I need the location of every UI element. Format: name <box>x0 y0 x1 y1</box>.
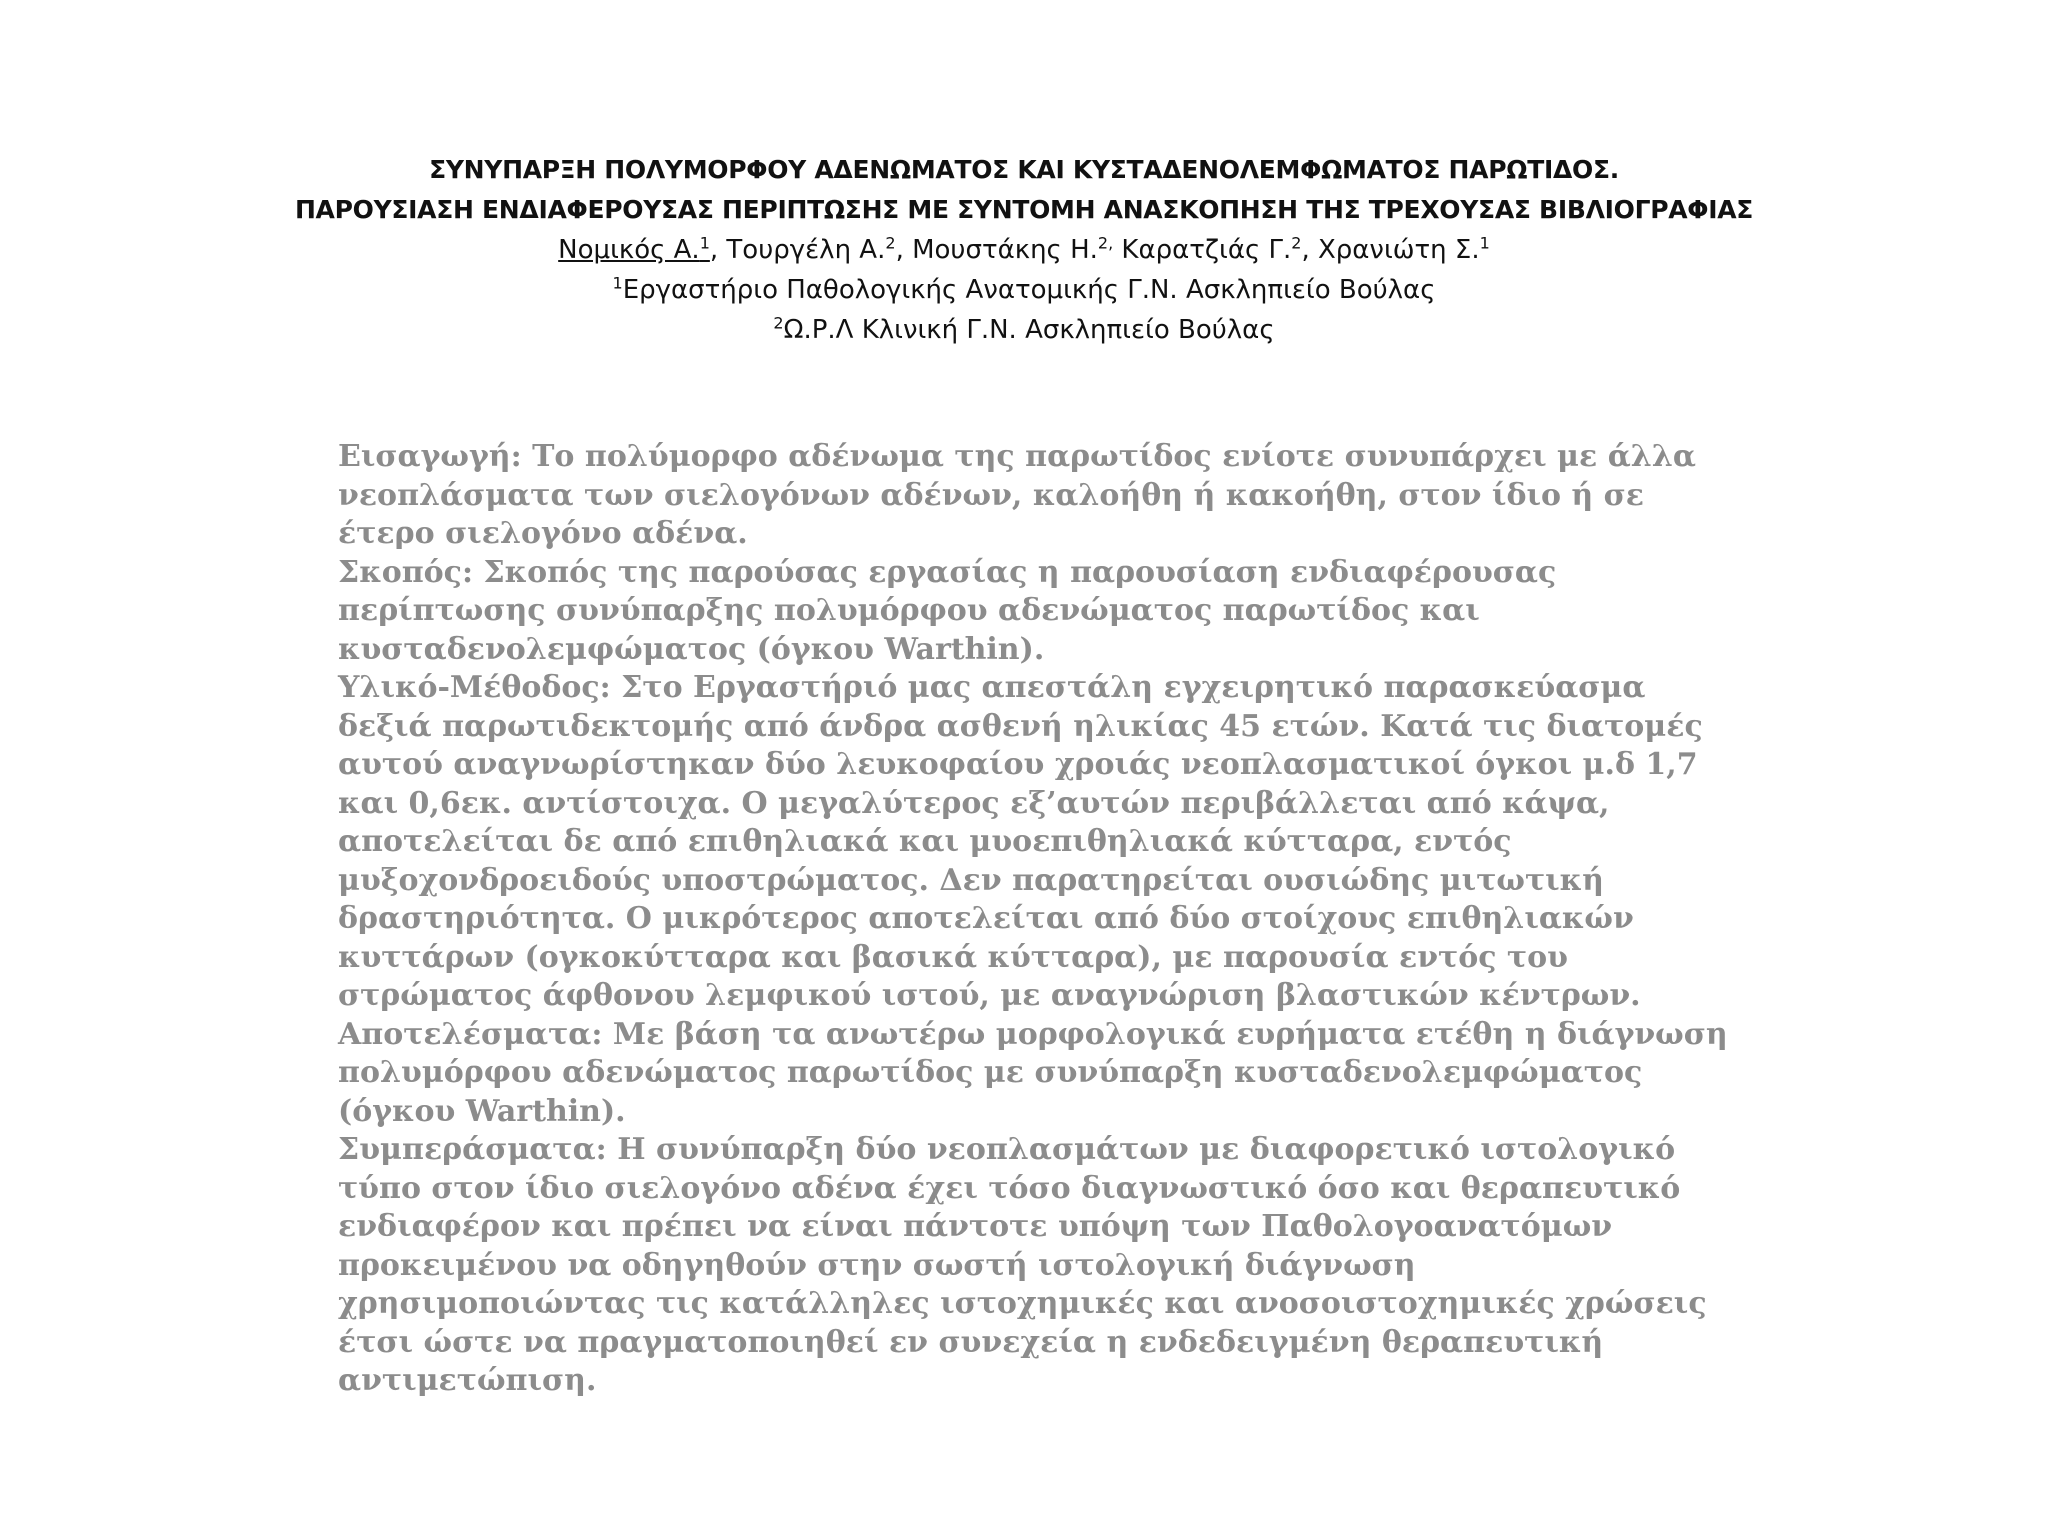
section-label: Υλικό-Μέθοδος: <box>338 670 611 705</box>
author-affiliation-mark: 2 <box>885 233 896 253</box>
affiliation-2 <box>0 310 2048 350</box>
affiliation-number: 1 <box>612 273 623 293</box>
affiliation-text: Ω.Ρ.Λ Κλινική Γ.Ν. Ασκληπιείο Βούλας <box>783 315 1275 345</box>
author-name: , Τουργέλη Α. <box>709 235 886 265</box>
author-name: , Χρανιώτη Σ. <box>1301 235 1480 265</box>
author-affiliation-mark: 2, <box>1097 233 1114 253</box>
title-line-1: ΣΥΝΥΠΑΡΞΗ ΠΟΛΥΜΟΡΦΟΥ ΑΔΕΝΩΜΑΤΟΣ ΚΑΙ ΚΥΣΤΑΔΕΝΟΛΕΜΦΩΜΑΤΟΣ ΠΑΡΩΤΙΔΟΣ. <box>429 155 1619 184</box>
section-text: Με βάση τα ανωτέρω μορφολογικά ευρήματα ετέθη η διάγνωση πολυμόρφου αδενώματος παρωτίδος με συνύπαρξη κυσταδενολεμφώματος (όγκου Warthin). <box>338 1016 1728 1129</box>
title-line-2: ΠΑΡΟΥΣΙΑΣΗ ΕΝΔΙΑΦΕΡΟΥΣΑΣ ΠΕΡΙΠΤΩΣΗΣ ΜΕ ΣΥΝΤΟΜΗ ΑΝΑΣΚΟΠΗΣΗ ΤΗΣ ΤΡΕΧΟΥΣΑΣ ΒΙΒΛΙΟΓΡΑΦΙΑΣ <box>294 195 1754 224</box>
section-text: Η συνύπαρξη δύο νεοπλασμάτων με διαφορετικό ιστολογικό τύπο στον ίδιο σιελογόνο αδένα έχει τόσο διαγνωστικό όσο και θεραπευτικό ενδιαφέρον και πρέπει να είναι πάντοτε υπόψη των Παθολογοανατόμων προκειμένου να οδηγηθούν στην σωστή ιστολογική διάγνωση χρησιμοποιώντας τις κατάλληλες ιστοχημικές και ανοσοιστοχημικές χρώσεις έτσι ώστε να πραγματοποιηθεί εν συνεχεία η ενδεδειγμένη θεραπευτική αντιμετώπιση. <box>338 1132 1707 1398</box>
author-affiliation-mark: 2 <box>1291 233 1302 253</box>
section-label: Συμπεράσματα: <box>338 1132 607 1167</box>
author-name: Καρατζιάς Γ. <box>1113 235 1292 265</box>
author-affiliation-mark: 1 <box>1479 233 1490 253</box>
section-text: Το πολύμορφο αδένωμα της παρωτίδος ενίοτε συνυπάρχει με άλλα νεοπλάσματα των σιελογόνων αδένων, καλοήθη ή κακοήθη, στον ίδιο ή σε έτερο σιελογόνο αδένα. <box>338 439 1696 551</box>
abstract-conclusions <box>338 1131 1728 1401</box>
section-text: Στο Εργαστήριό μας απεστάλη εγχειρητικό παρασκεύασμα δεξιά παρωτιδεκτομής από άνδρα ασθενή ηλικίας 45 ετών. Κατά τις διατομές αυτού αναγνωρίστηκαν δύο λευκοφαίου χροιάς νεοπλασματικοί όγκοι μ.δ 1,7 και 0,6εκ. αντίστοιχα. Ο μεγαλύτερος εξ’αυτών περιβάλλεται από κάψα, αποτελείται δε από επιθηλιακά και μυοεπιθηλιακά κύτταρα, εντός μυξοχονδροειδούς υποστρώματος. Δεν παρατηρείται ουσιώδης μιτωτική δραστηριότητα. Ο μικρότερος αποτελείται από δύο στοίχους επιθηλιακών κυττάρων (ογκοκύτταρα και βασικά κύτταρα), με παρουσία εντός του στρώματος άφθονου λεμφικού ιστού, με αναγνώριση βλαστικών κέντρων. <box>338 670 1703 1013</box>
poster-header <box>0 150 2048 350</box>
abstract-aim <box>338 554 1728 670</box>
section-label: Εισαγωγή: <box>338 439 522 474</box>
section-label: Σκοπός: <box>338 554 474 590</box>
abstract-results <box>338 1016 1728 1132</box>
affiliation-1 <box>0 270 2048 310</box>
section-text: Σκοπός της παρούσας εργασίας η παρουσίαση ενδιαφέρουσας περίπτωσης συνύπαρξης πολυμόρφου αδενώματος παρωτίδος και κυσταδενολεμφώματος (όγκου Warthin). <box>338 554 1557 667</box>
affiliation-text: Εργαστήριο Παθολογικής Ανατομικής Γ.Ν. Ασκληπιείο Βούλας <box>622 275 1436 305</box>
author-name: , Μουστάκης Η. <box>895 235 1098 265</box>
authors-line <box>0 230 2048 270</box>
section-label: Αποτελέσματα: <box>338 1016 603 1052</box>
author-affiliation-mark: 1 <box>699 233 710 253</box>
presenting-author: Νομικός Α.$^1$ <box>558 233 710 265</box>
affiliation-number: 2 <box>773 313 784 333</box>
abstract-body <box>338 438 1728 1401</box>
abstract-methods <box>338 669 1728 1016</box>
abstract-intro <box>338 438 1728 554</box>
